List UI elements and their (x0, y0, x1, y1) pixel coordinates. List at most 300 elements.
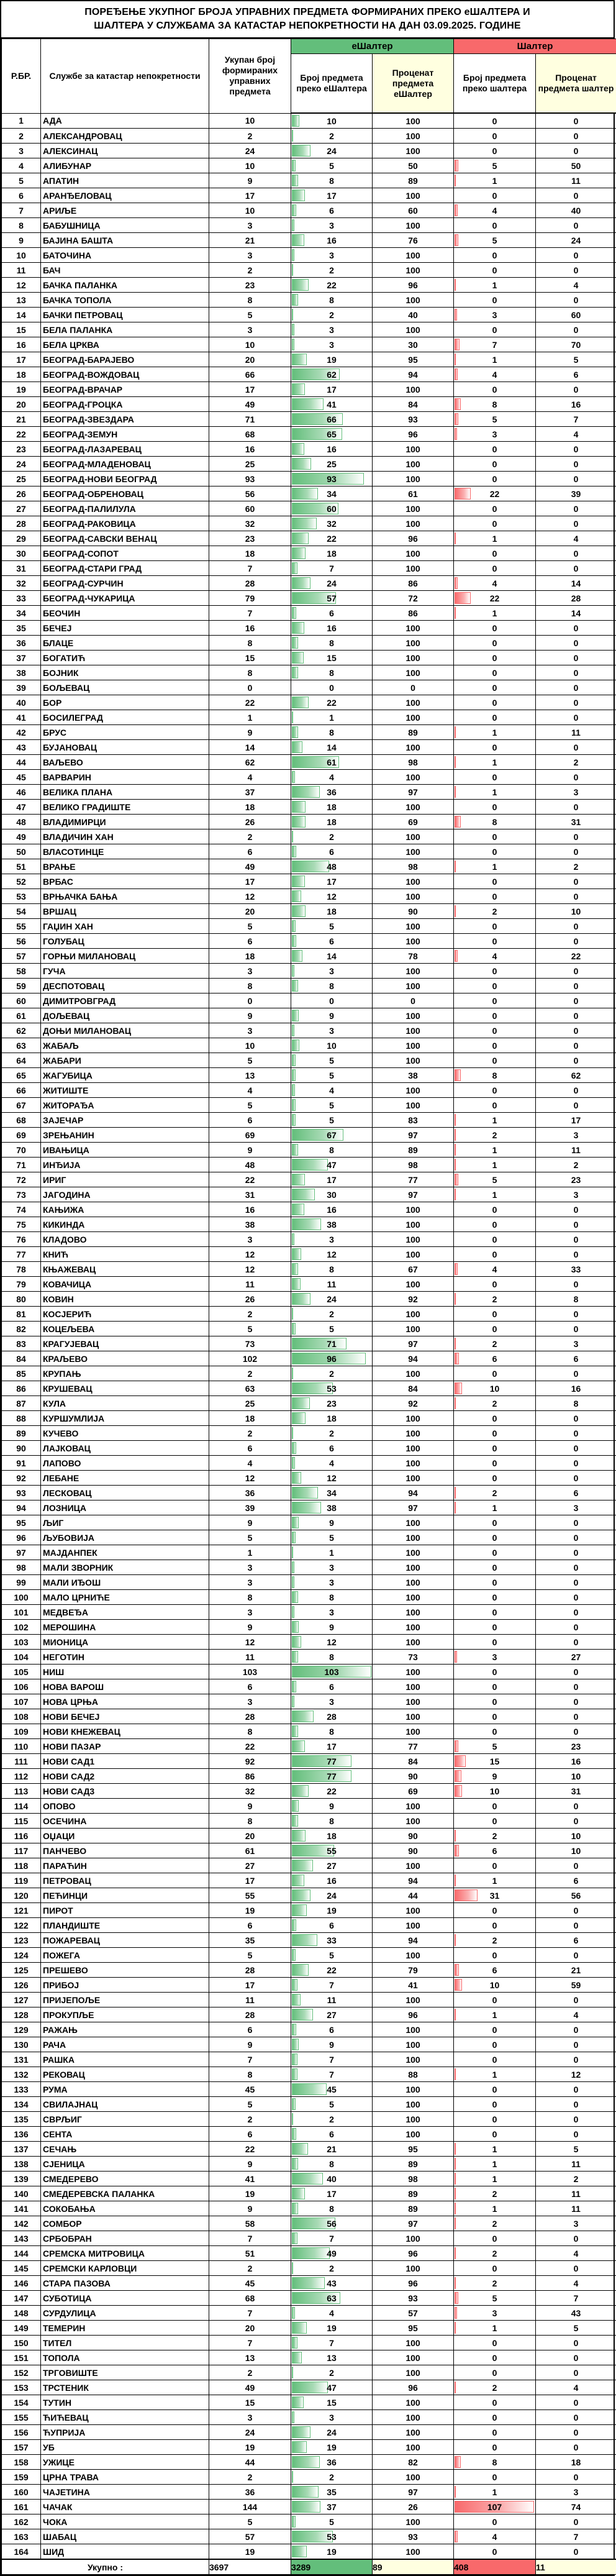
eshalter-data-bar (292, 204, 296, 216)
table-row (2, 1307, 616, 1322)
service-name: БЕОЧИН (41, 606, 209, 621)
e-count-value: 15 (327, 653, 337, 663)
e-percent: 100 (373, 1545, 454, 1560)
s-percent: 11 (536, 725, 616, 740)
table-row (2, 695, 616, 710)
s-count-value: 0 (492, 683, 497, 693)
service-name: ДЕСПОТОВАЦ (41, 979, 209, 993)
table-row (2, 2291, 616, 2306)
e-count (291, 1709, 373, 1724)
table-row (2, 770, 616, 785)
eshalter-data-bar (292, 2158, 298, 2170)
table-row (2, 2455, 616, 2470)
shalter-data-bar (455, 2322, 456, 2334)
s-count-value: 0 (492, 444, 497, 454)
table-row (2, 531, 616, 546)
shalter-data-bar (455, 2247, 456, 2259)
eshalter-data-bar (292, 354, 307, 365)
total-cases: 56 (209, 486, 291, 501)
table-row (2, 1665, 616, 1679)
table-row (2, 665, 616, 680)
s-count-value: 0 (492, 1950, 497, 1960)
service-name: СМЕДЕРЕВО (41, 2172, 209, 2186)
e-count (291, 1143, 373, 1158)
e-count-value: 56 (327, 2219, 337, 2229)
total-cases: 26 (209, 1292, 291, 1307)
eshalter-data-bar (292, 965, 294, 977)
e-count (291, 1500, 373, 1515)
e-count-value: 3 (329, 221, 334, 231)
s-percent: 0 (536, 636, 616, 651)
e-count-value: 62 (327, 370, 337, 380)
row-number: 70 (2, 1143, 41, 1158)
row-number: 81 (2, 1307, 41, 1322)
e-count-value: 22 (327, 698, 337, 708)
e-count-value: 8 (329, 295, 334, 305)
s-count (454, 1515, 536, 1530)
e-percent: 100 (373, 2112, 454, 2127)
service-name: ШИД (41, 2544, 209, 2560)
total-cases: 10 (209, 337, 291, 352)
s-count-value: 1 (492, 2487, 497, 2497)
row-number: 66 (2, 1083, 41, 1098)
e-count-value: 7 (329, 2338, 334, 2348)
e-count (291, 1277, 373, 1292)
total-cases: 103 (209, 1665, 291, 1679)
e-count (291, 2067, 373, 2082)
s-percent: 6 (536, 1873, 616, 1888)
row-number: 103 (2, 1635, 41, 1650)
eshalter-data-bar (292, 2441, 307, 2453)
total-cases: 58 (209, 2216, 291, 2231)
total-cases: 5 (209, 308, 291, 322)
service-name: АДА (41, 113, 209, 129)
s-count-value: 0 (492, 1622, 497, 1632)
eshalter-data-bar (292, 1263, 298, 1275)
s-percent: 0 (536, 695, 616, 710)
s-percent: 0 (536, 1217, 616, 1232)
row-number: 164 (2, 2544, 41, 2560)
row-number: 13 (2, 293, 41, 308)
s-count (454, 1277, 536, 1292)
s-count-value: 0 (492, 966, 497, 976)
e-percent: 44 (373, 1888, 454, 1903)
s-count (454, 2082, 536, 2097)
e-percent: 100 (373, 2336, 454, 2350)
service-name: ЖАБАЉ (41, 1038, 209, 1053)
eshalter-data-bar (292, 622, 304, 634)
s-count-value: 1 (492, 1876, 497, 1886)
s-count (454, 2365, 536, 2380)
e-percent: 100 (373, 829, 454, 844)
service-name: ИВАЊИЦА (41, 1143, 209, 1158)
e-count-value: 10 (327, 116, 337, 126)
e-count-value: 3 (329, 1697, 334, 1707)
table-row (2, 1739, 616, 1754)
s-count-value: 7 (492, 340, 497, 350)
e-percent: 84 (373, 1754, 454, 1769)
s-count (454, 2067, 536, 2082)
e-count-value: 16 (327, 1876, 337, 1886)
total-cases: 93 (209, 472, 291, 486)
e-count-value: 65 (327, 429, 337, 439)
service-name: РУМА (41, 2082, 209, 2097)
row-number: 86 (2, 1381, 41, 1396)
total-cases: 62 (209, 755, 291, 770)
e-count (291, 919, 373, 934)
service-name: АЛЕКСАНДРОВАЦ (41, 129, 209, 144)
total-cases: 3 (209, 1694, 291, 1709)
e-count (291, 785, 373, 800)
s-percent: 0 (536, 2350, 616, 2365)
table-row (2, 1933, 616, 1948)
service-name: ЗРЕЊАНИН (41, 1128, 209, 1143)
s-percent: 0 (536, 874, 616, 889)
row-number: 160 (2, 2485, 41, 2500)
table-row (2, 2201, 616, 2216)
s-count-value: 0 (492, 638, 497, 648)
row-number: 20 (2, 397, 41, 412)
e-percent: 100 (373, 1083, 454, 1098)
e-percent: 96 (373, 2246, 454, 2261)
s-count (454, 2529, 536, 2544)
table-row (2, 1128, 616, 1143)
eshalter-data-bar (292, 1233, 294, 1245)
e-percent: 100 (373, 2365, 454, 2380)
s-count-value: 1 (492, 1190, 497, 1200)
e-count-value: 2 (329, 1309, 334, 1319)
eshalter-data-bar (292, 2426, 310, 2438)
row-number: 22 (2, 427, 41, 442)
s-percent: 6 (536, 1351, 616, 1366)
row-number: 118 (2, 1858, 41, 1873)
e-percent: 100 (373, 1053, 454, 1068)
shalter-data-bar (455, 1845, 459, 1857)
e-percent: 100 (373, 1694, 454, 1709)
table-row (2, 829, 616, 844)
s-count (454, 1292, 536, 1307)
table-row (2, 1754, 616, 1769)
e-percent: 100 (373, 1560, 454, 1575)
row-number: 98 (2, 1560, 41, 1575)
s-percent: 8 (536, 1292, 616, 1307)
eshalter-data-bar (292, 1725, 298, 1737)
e-count (291, 233, 373, 248)
s-count-value: 1 (492, 757, 497, 767)
e-count-value: 19 (327, 1906, 337, 1916)
service-name: НОВИ ПАЗАР (41, 1739, 209, 1754)
s-count (454, 1888, 536, 1903)
s-count (454, 1739, 536, 1754)
total-cases: 9 (209, 2201, 291, 2216)
e-percent: 89 (373, 2201, 454, 2216)
e-percent: 100 (373, 113, 454, 129)
e-count-value: 3 (329, 1563, 334, 1573)
total-cases: 17 (209, 382, 291, 397)
service-name: ЈАГОДИНА (41, 1187, 209, 1202)
service-name: НОВИ БЕЧЕЈ (41, 1709, 209, 1724)
service-name: СРЕМСКА МИТРОВИЦА (41, 2246, 209, 2261)
eshalter-data-bar (292, 458, 311, 470)
e-count-value: 8 (329, 1652, 334, 1662)
s-count (454, 2201, 536, 2216)
e-count (291, 844, 373, 859)
s-count-value: 0 (492, 1473, 497, 1483)
s-count (454, 2440, 536, 2455)
s-percent: 0 (536, 1590, 616, 1605)
row-number: 112 (2, 1769, 41, 1784)
eshalter-data-bar (292, 577, 310, 589)
table-row (2, 1679, 616, 1694)
s-percent: 0 (536, 546, 616, 561)
e-percent: 97 (373, 1187, 454, 1202)
s-count (454, 1038, 536, 1053)
total-cases: 69 (209, 1128, 291, 1143)
e-count-value: 4 (329, 772, 334, 782)
e-count-value: 7 (329, 2234, 334, 2244)
e-count (291, 2440, 373, 2455)
e-count (291, 740, 373, 755)
row-number: 142 (2, 2216, 41, 2231)
s-percent: 4 (536, 2246, 616, 2261)
s-percent: 0 (536, 710, 616, 725)
e-count (291, 218, 373, 233)
service-name: СВИЛАЈНАЦ (41, 2097, 209, 2112)
e-count (291, 308, 373, 322)
e-count (291, 1232, 373, 1247)
e-count-value: 55 (327, 1846, 337, 1856)
s-percent: 0 (536, 993, 616, 1008)
total-cases: 144 (209, 2500, 291, 2514)
header-s-count: Број предмета преко шалтера (454, 54, 536, 114)
eshalter-data-bar (292, 2113, 293, 2125)
total-cases: 8 (209, 1814, 291, 1829)
eshalter-data-bar (292, 831, 293, 843)
total-cases: 9 (209, 1515, 291, 1530)
e-percent: 100 (373, 2052, 454, 2067)
e-count (291, 665, 373, 680)
e-percent: 100 (373, 710, 454, 725)
table-row (2, 606, 616, 621)
e-count-value: 8 (329, 1592, 334, 1602)
s-percent: 21 (536, 1963, 616, 1978)
table-row (2, 2321, 616, 2336)
s-count (454, 248, 536, 263)
row-number: 127 (2, 1993, 41, 2007)
service-name: ЉУБОВИЈА (41, 1530, 209, 1545)
table-row (2, 472, 616, 486)
e-percent: 100 (373, 1635, 454, 1650)
s-count (454, 904, 536, 919)
row-number: 31 (2, 561, 41, 576)
table-row (2, 621, 616, 636)
e-percent: 100 (373, 457, 454, 472)
s-percent: 28 (536, 591, 616, 606)
row-number: 29 (2, 531, 41, 546)
shalter-data-bar (455, 1382, 462, 1394)
service-name: ТУТИН (41, 2395, 209, 2410)
row-number: 59 (2, 979, 41, 993)
total-cases: 20 (209, 904, 291, 919)
e-percent: 100 (373, 844, 454, 859)
row-number: 129 (2, 2022, 41, 2037)
total-cases: 3 (209, 1232, 291, 1247)
s-count-value: 0 (492, 1100, 497, 1110)
total-cases: 28 (209, 576, 291, 591)
service-name: НОВА ВАРОШ (41, 1679, 209, 1694)
service-name: СОМБОР (41, 2216, 209, 2231)
total-cases: 9 (209, 1143, 291, 1158)
e-percent: 100 (373, 1411, 454, 1426)
e-count (291, 2157, 373, 2172)
table-row (2, 308, 616, 322)
e-percent: 67 (373, 1262, 454, 1277)
s-percent: 0 (536, 1545, 616, 1560)
e-percent: 94 (373, 1486, 454, 1500)
e-percent: 100 (373, 636, 454, 651)
e-percent: 100 (373, 188, 454, 203)
total-cases: 13 (209, 1068, 291, 1083)
e-count-value: 48 (327, 862, 337, 872)
e-percent: 100 (373, 1008, 454, 1023)
e-count (291, 949, 373, 964)
s-count-value: 0 (492, 1697, 497, 1707)
eshalter-data-bar (292, 771, 295, 783)
e-count-value: 17 (327, 385, 337, 395)
e-count-value: 43 (327, 2278, 337, 2288)
e-percent: 96 (373, 2007, 454, 2022)
e-count-value: 60 (327, 504, 337, 514)
s-percent: 0 (536, 442, 616, 457)
eshalter-data-bar (292, 2501, 320, 2513)
e-count (291, 144, 373, 158)
s-count (454, 516, 536, 531)
s-percent: 0 (536, 740, 616, 755)
service-name: КОСЈЕРИЋ (41, 1307, 209, 1322)
e-count (291, 2306, 373, 2321)
service-name: БЕОГРАД-СОПОТ (41, 546, 209, 561)
s-count-value: 1 (492, 280, 497, 290)
e-percent: 100 (373, 1366, 454, 1381)
s-count (454, 278, 536, 293)
e-percent: 100 (373, 263, 454, 278)
s-percent: 0 (536, 1307, 616, 1322)
s-percent: 39 (536, 486, 616, 501)
e-count-value: 22 (327, 1786, 337, 1796)
s-count-value: 1 (492, 2174, 497, 2184)
service-name: ВРЊАЧКА БАЊА (41, 889, 209, 904)
shalter-data-bar (455, 234, 458, 246)
table-row (2, 2485, 616, 2500)
s-count (454, 1322, 536, 1336)
table-row (2, 1098, 616, 1113)
shalter-data-bar (455, 1889, 478, 1901)
eshalter-data-bar (292, 1964, 309, 1976)
shalter-data-bar (455, 2292, 458, 2304)
s-count-value: 2 (492, 1935, 497, 1945)
header-service-name: Службе за катастар непокретности (41, 39, 209, 114)
s-count-value: 0 (492, 698, 497, 708)
table-row (2, 874, 616, 889)
table-row (2, 561, 616, 576)
total-cases: 24 (209, 144, 291, 158)
table-row (2, 2097, 616, 2112)
e-count (291, 337, 373, 352)
table-row (2, 173, 616, 188)
row-number: 18 (2, 367, 41, 382)
s-count-value: 0 (492, 1041, 497, 1051)
e-count (291, 486, 373, 501)
total-cases: 10 (209, 158, 291, 173)
eshalter-data-bar (292, 279, 309, 291)
table-row (2, 1322, 616, 1336)
e-percent: 89 (373, 2186, 454, 2201)
e-count (291, 1292, 373, 1307)
e-count (291, 2261, 373, 2276)
shalter-data-bar (455, 2456, 461, 2468)
s-percent: 0 (536, 2336, 616, 2350)
row-number: 110 (2, 1739, 41, 1754)
e-percent: 90 (373, 1843, 454, 1858)
e-count (291, 1843, 373, 1858)
eshalter-data-bar (292, 2486, 319, 2498)
row-number: 106 (2, 1679, 41, 1694)
table-row (2, 2365, 616, 2380)
s-count-value: 0 (492, 877, 497, 887)
s-count (454, 770, 536, 785)
e-count-value: 3 (329, 325, 334, 335)
s-count-value: 0 (492, 1011, 497, 1021)
e-count (291, 1769, 373, 1784)
total-cases: 39 (209, 1500, 291, 1515)
s-percent: 0 (536, 1038, 616, 1053)
e-count-value: 2 (329, 131, 334, 141)
service-name: БОЉЕВАЦ (41, 680, 209, 695)
table-row (2, 993, 616, 1008)
total-cases: 73 (209, 1336, 291, 1351)
service-name: ЧАЧАК (41, 2500, 209, 2514)
s-percent: 6 (536, 1933, 616, 1948)
s-count (454, 1679, 536, 1694)
e-percent: 100 (373, 2231, 454, 2246)
s-percent: 7 (536, 2529, 616, 2544)
row-number: 109 (2, 1724, 41, 1739)
eshalter-data-bar (292, 2143, 308, 2155)
eshalter-data-bar (292, 667, 298, 678)
e-percent: 94 (373, 1351, 454, 1366)
e-count-value: 47 (327, 2383, 337, 2393)
s-count-value: 0 (492, 1085, 497, 1095)
e-percent: 100 (373, 1709, 454, 1724)
e-count (291, 651, 373, 665)
service-name: ПАНЧЕВО (41, 1843, 209, 1858)
table-row (2, 1709, 616, 1724)
s-count (454, 1784, 536, 1799)
eshalter-data-bar (292, 637, 298, 649)
e-count-value: 18 (327, 549, 337, 559)
row-number: 73 (2, 1187, 41, 1202)
e-count (291, 1023, 373, 1038)
total-cases: 22 (209, 695, 291, 710)
s-percent: 0 (536, 1023, 616, 1038)
table-row (2, 412, 616, 427)
e-percent: 100 (373, 770, 454, 785)
e-count-value: 93 (327, 474, 337, 484)
e-count-value: 21 (327, 2144, 337, 2154)
table-row (2, 2022, 616, 2037)
s-count-value: 1 (492, 176, 497, 186)
total-cases: 22 (209, 1739, 291, 1754)
